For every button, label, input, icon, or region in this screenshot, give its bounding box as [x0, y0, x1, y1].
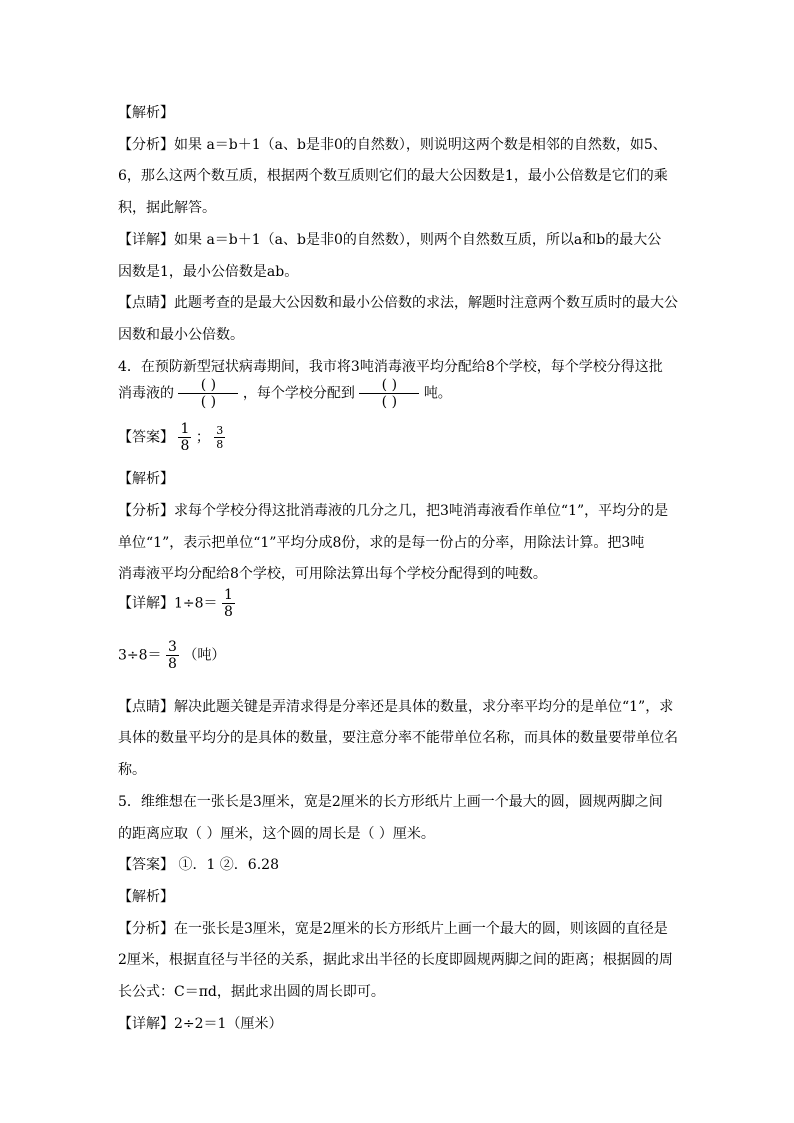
analysis-heading: 【解析】	[118, 889, 174, 905]
blank-fraction	[359, 378, 419, 409]
text-line: 【分析】如果 a＝b＋1（a、b是非0的自然数），则说明这两个数是相邻的自然数，如5、	[118, 137, 667, 153]
text-line: 积，据此解答。	[118, 200, 216, 216]
detail-eq1	[118, 588, 235, 619]
separator: ；	[195, 429, 210, 446]
text-line: 消毒液平均分配给8个学校，可用除法算出每个学校分配得到的吨数。	[118, 566, 547, 582]
text-line: 单位“1”，表示把单位“1”平均分成8份，求的是每一份占的分率，用除法计算。把3吨	[118, 535, 645, 551]
text-line: 【点睛】解决此题关键是弄清求得是分率还是具体的数量，求分率平均分的是单位“1”，求	[118, 699, 674, 715]
blank-fraction	[178, 378, 238, 409]
numerator: 3	[216, 424, 224, 437]
numerator: 3	[168, 639, 177, 655]
text-line: 【详解】2÷2＝1（厘米）	[118, 1016, 283, 1032]
question-4: 4．在预防新型冠状病毒期间，我市将3吨消毒液平均分配给8个学校，每个学校分得这批	[118, 359, 663, 375]
answer-fraction	[214, 425, 225, 450]
text-segment: 消毒液的	[118, 385, 174, 402]
answer-5: 【答案】 ①．1 ②．6.28	[118, 857, 279, 873]
answer-label: 【答案】	[118, 429, 174, 446]
denominator: 8	[224, 604, 233, 620]
denominator: 8	[216, 438, 224, 451]
analysis-heading: 【解析】	[118, 471, 174, 487]
numerator: 1	[180, 421, 190, 437]
answer-4	[118, 422, 225, 453]
blank-denominator: ( )	[200, 394, 217, 410]
text-line: 【点睛】此题考查的是最大公因数和最小公倍数的求法，解题时注意两个数互质时的最大公	[118, 295, 678, 311]
text-line: 2厘米，根据直径与半径的关系，据此求出半径的长度即圆规两脚之间的距离；根据圆的周	[118, 952, 673, 968]
result-fraction	[222, 588, 235, 619]
numerator: 1	[224, 587, 233, 603]
equation-text: 3÷8＝	[118, 647, 162, 664]
text-segment: 吨。	[423, 385, 452, 402]
text-line: 6，那么这两个数互质，根据两个数互质则它们的最大公因数是1，最小公倍数是它们的乘	[118, 168, 668, 184]
denominator: 8	[180, 438, 190, 454]
blank-numerator: ( )	[200, 377, 217, 393]
text-line: 因数和最小公倍数。	[118, 327, 244, 343]
text-line: 【分析】求每个学校分得这批消毒液的几分之几，把3吨消毒液看作单位“1”，平均分的是	[118, 503, 669, 519]
result-fraction	[166, 640, 179, 671]
text-segment: ，每个学校分配到	[242, 385, 355, 402]
text-line: 【详解】如果 a＝b＋1（a、b是非0的自然数），则两个自然数互质，所以a和b的最大公	[118, 232, 662, 248]
blank-numerator: ( )	[381, 377, 398, 393]
text-line: 的距离应取（ ）厘米，这个圆的周长是（ ）厘米。	[118, 826, 435, 842]
blank-denominator: ( )	[381, 394, 398, 410]
question-5: 5．维维想在一张长是3厘米，宽是2厘米的长方形纸片上画一个最大的圆，圆规两脚之间	[118, 794, 663, 810]
answer-fraction	[178, 422, 191, 453]
text-line: 称。	[118, 762, 146, 778]
text-line: 具体的数量平均分的是具体的数量，要注意分率不能带单位名称，而具体的数量要带单位名	[118, 730, 678, 746]
text-line: 长公式：C＝πd，据此求出圆的周长即可。	[118, 984, 385, 1000]
question-4-line2	[118, 378, 452, 409]
equation-text: 【详解】1÷8＝	[118, 595, 218, 612]
detail-eq2	[118, 640, 225, 671]
text-line: 因数是1，最小公倍数是ab。	[118, 264, 299, 280]
analysis-heading: 【解析】	[118, 105, 174, 121]
text-line: 【分析】在一张长是3厘米，宽是2厘米的长方形纸片上画一个最大的圆，则该圆的直径是	[118, 921, 668, 937]
unit-text: （吨）	[183, 647, 226, 664]
denominator: 8	[168, 656, 177, 672]
